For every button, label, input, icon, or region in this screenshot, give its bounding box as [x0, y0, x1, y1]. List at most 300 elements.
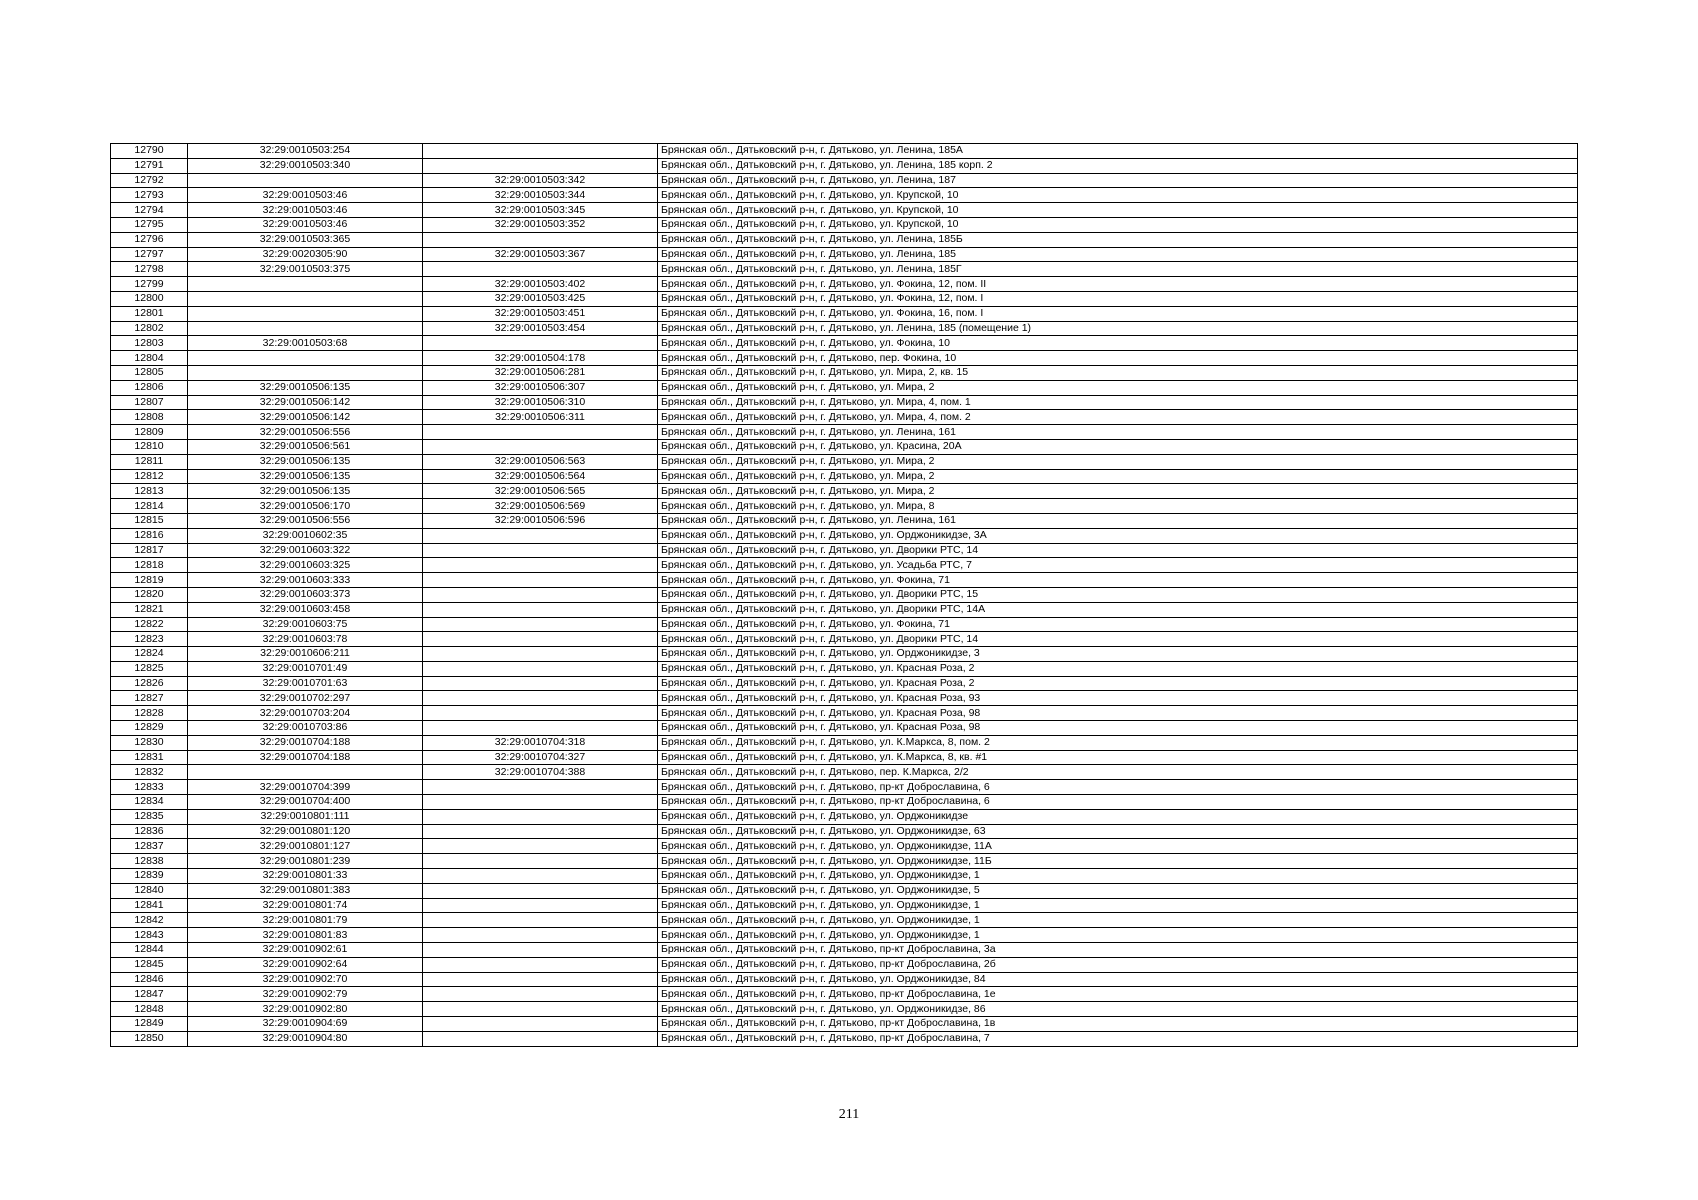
address-cell: Брянская обл., Дятьковский р-н, г. Дятьково, ул. Фокина, 71 [658, 573, 1578, 588]
address-cell: Брянская обл., Дятьковский р-н, г. Дятьково, ул. Фокина, 12, пом. I [658, 291, 1578, 306]
table-row [111, 291, 1578, 306]
cadastral-number-cell: 32:29:0010801:111 [188, 809, 423, 824]
cadastral-number-cell: 32:29:0010506:556 [188, 425, 423, 440]
table-row [111, 499, 1578, 514]
row-number-cell: 12834 [111, 795, 188, 810]
row-number-cell: 12843 [111, 928, 188, 943]
object-number-cell [423, 602, 658, 617]
table-row [111, 795, 1578, 810]
row-number-cell: 12835 [111, 809, 188, 824]
address-cell: Брянская обл., Дятьковский р-н, г. Дятьково, ул. Мира, 2 [658, 484, 1578, 499]
table-row [111, 928, 1578, 943]
address-cell: Брянская обл., Дятьковский р-н, г. Дятьково, ул. Орджоникидзе, 1 [658, 913, 1578, 928]
row-number-cell: 12844 [111, 943, 188, 958]
address-cell: Брянская обл., Дятьковский р-н, г. Дятьково, ул. Мира, 8 [658, 499, 1578, 514]
table-row [111, 913, 1578, 928]
object-number-cell: 32:29:0010506:596 [423, 513, 658, 528]
cadastral-number-cell: 32:29:0010801:239 [188, 854, 423, 869]
cadastral-number-cell: 32:29:0010704:188 [188, 735, 423, 750]
object-number-cell [423, 839, 658, 854]
table-row [111, 217, 1578, 232]
cadastral-number-cell: 32:29:0010506:561 [188, 439, 423, 454]
object-number-cell [423, 943, 658, 958]
cadastral-number-cell: 32:29:0010902:80 [188, 1002, 423, 1017]
row-number-cell: 12826 [111, 676, 188, 691]
object-number-cell: 32:29:0010506:281 [423, 365, 658, 380]
address-cell: Брянская обл., Дятьковский р-н, г. Дятьково, ул. Мира, 2, кв. 15 [658, 365, 1578, 380]
table-row [111, 1031, 1578, 1046]
table-row [111, 321, 1578, 336]
table-row [111, 883, 1578, 898]
object-number-cell [423, 558, 658, 573]
cadastral-number-cell: 32:29:0010704:399 [188, 780, 423, 795]
row-number-cell: 12830 [111, 735, 188, 750]
cadastral-number-cell: 32:29:0010703:86 [188, 721, 423, 736]
table-row [111, 750, 1578, 765]
address-cell: Брянская обл., Дятьковский р-н, г. Дятьково, ул. Ленина, 185Г [658, 262, 1578, 277]
address-cell: Брянская обл., Дятьковский р-н, г. Дятьково, ул. Ленина, 185А [658, 144, 1578, 159]
table-row [111, 277, 1578, 292]
object-number-cell [423, 928, 658, 943]
row-number-cell: 12805 [111, 365, 188, 380]
object-number-cell [423, 528, 658, 543]
row-number-cell: 12791 [111, 158, 188, 173]
address-cell: Брянская обл., Дятьковский р-н, г. Дятьково, пр-кт Доброславина, 7 [658, 1031, 1578, 1046]
cadastral-number-cell: 32:29:0010506:135 [188, 469, 423, 484]
table-row [111, 425, 1578, 440]
cadastral-number-cell [188, 365, 423, 380]
address-cell: Брянская обл., Дятьковский р-н, г. Дятьково, ул. Орджоникидзе, 3 [658, 647, 1578, 662]
address-cell: Брянская обл., Дятьковский р-н, г. Дятьково, ул. Красная Роза, 2 [658, 661, 1578, 676]
cadastral-number-cell: 32:29:0010603:333 [188, 573, 423, 588]
row-number-cell: 12827 [111, 691, 188, 706]
row-number-cell: 12828 [111, 706, 188, 721]
table-row [111, 972, 1578, 987]
page-number: 211 [838, 1107, 860, 1122]
cadastral-number-cell: 32:29:0010503:375 [188, 262, 423, 277]
cadastral-number-cell: 32:29:0010603:75 [188, 617, 423, 632]
object-number-cell [423, 158, 658, 173]
object-number-cell [423, 262, 658, 277]
address-cell: Брянская обл., Дятьковский р-н, г. Дятьково, ул. Ленина, 185 корп. 2 [658, 158, 1578, 173]
row-number-cell: 12842 [111, 913, 188, 928]
cadastral-number-cell: 32:29:0010801:127 [188, 839, 423, 854]
address-cell: Брянская обл., Дятьковский р-н, г. Дятьково, ул. Орджоникидзе, 5 [658, 883, 1578, 898]
row-number-cell: 12833 [111, 780, 188, 795]
object-number-cell: 32:29:0010503:425 [423, 291, 658, 306]
row-number-cell: 12800 [111, 291, 188, 306]
cadastral-number-cell: 32:29:0010506:170 [188, 499, 423, 514]
address-cell: Брянская обл., Дятьковский р-н, г. Дятьково, ул. Ленина, 161 [658, 425, 1578, 440]
object-number-cell [423, 898, 658, 913]
object-number-cell: 32:29:0010503:402 [423, 277, 658, 292]
row-number-cell: 12809 [111, 425, 188, 440]
registry-table [110, 143, 1578, 1047]
row-number-cell: 12802 [111, 321, 188, 336]
cadastral-number-cell: 32:29:0010503:365 [188, 232, 423, 247]
row-number-cell: 12832 [111, 765, 188, 780]
object-number-cell [423, 1017, 658, 1032]
cadastral-number-cell: 32:29:0010506:135 [188, 380, 423, 395]
table-row [111, 469, 1578, 484]
cadastral-number-cell: 32:29:0010801:74 [188, 898, 423, 913]
object-number-cell [423, 869, 658, 884]
object-number-cell [423, 987, 658, 1002]
table-row [111, 439, 1578, 454]
cadastral-number-cell: 32:29:0010602:35 [188, 528, 423, 543]
object-number-cell [423, 913, 658, 928]
object-number-cell: 32:29:0010503:352 [423, 217, 658, 232]
address-cell: Брянская обл., Дятьковский р-н, г. Дятьково, ул. Красная Роза, 93 [658, 691, 1578, 706]
address-cell: Брянская обл., Дятьковский р-н, г. Дятьково, ул. К.Маркса, 8, пом. 2 [658, 735, 1578, 750]
object-number-cell: 32:29:0010504:178 [423, 351, 658, 366]
cadastral-number-cell: 32:29:0010704:400 [188, 795, 423, 810]
object-number-cell [423, 232, 658, 247]
address-cell: Брянская обл., Дятьковский р-н, г. Дятьково, пр-кт Доброславина, 1в [658, 1017, 1578, 1032]
object-number-cell [423, 1002, 658, 1017]
cadastral-number-cell: 32:29:0010801:383 [188, 883, 423, 898]
cadastral-number-cell: 32:29:0010704:188 [188, 750, 423, 765]
cadastral-number-cell: 32:29:0010801:120 [188, 824, 423, 839]
address-cell: Брянская обл., Дятьковский р-н, г. Дятьково, ул. Дворики РТС, 14А [658, 602, 1578, 617]
object-number-cell [423, 809, 658, 824]
row-number-cell: 12825 [111, 661, 188, 676]
row-number-cell: 12847 [111, 987, 188, 1002]
object-number-cell [423, 617, 658, 632]
table-row [111, 306, 1578, 321]
address-cell: Брянская обл., Дятьковский р-н, г. Дятьково, пр-кт Доброславина, 1е [658, 987, 1578, 1002]
row-number-cell: 12797 [111, 247, 188, 262]
address-cell: Брянская обл., Дятьковский р-н, г. Дятьково, ул. Фокина, 12, пом. II [658, 277, 1578, 292]
row-number-cell: 12793 [111, 188, 188, 203]
row-number-cell: 12848 [111, 1002, 188, 1017]
object-number-cell [423, 661, 658, 676]
cadastral-number-cell [188, 765, 423, 780]
cadastral-number-cell: 32:29:0010506:556 [188, 513, 423, 528]
object-number-cell: 32:29:0010704:318 [423, 735, 658, 750]
address-cell: Брянская обл., Дятьковский р-н, г. Дятьково, ул. Орджоникидзе, 84 [658, 972, 1578, 987]
row-number-cell: 12811 [111, 454, 188, 469]
table-row [111, 543, 1578, 558]
row-number-cell: 12846 [111, 972, 188, 987]
row-number-cell: 12819 [111, 573, 188, 588]
table-row [111, 943, 1578, 958]
row-number-cell: 12804 [111, 351, 188, 366]
cadastral-number-cell: 32:29:0010701:49 [188, 661, 423, 676]
cadastral-number-cell: 32:29:0010503:46 [188, 217, 423, 232]
table-row [111, 573, 1578, 588]
table-row [111, 1002, 1578, 1017]
table-row [111, 247, 1578, 262]
cadastral-number-cell: 32:29:0010506:142 [188, 410, 423, 425]
cadastral-number-cell [188, 351, 423, 366]
row-number-cell: 12808 [111, 410, 188, 425]
object-number-cell [423, 144, 658, 159]
object-number-cell [423, 957, 658, 972]
table-row [111, 232, 1578, 247]
object-number-cell [423, 706, 658, 721]
cadastral-number-cell: 32:29:0010902:61 [188, 943, 423, 958]
object-number-cell [423, 676, 658, 691]
cadastral-number-cell: 32:29:0010603:78 [188, 632, 423, 647]
table-row [111, 365, 1578, 380]
address-cell: Брянская обл., Дятьковский р-н, г. Дятьково, пр-кт Доброславина, 6 [658, 795, 1578, 810]
address-cell: Брянская обл., Дятьковский р-н, г. Дятьково, ул. Ленина, 185 (помещение 1) [658, 321, 1578, 336]
cadastral-number-cell: 32:29:0020305:90 [188, 247, 423, 262]
row-number-cell: 12821 [111, 602, 188, 617]
table-row [111, 765, 1578, 780]
object-number-cell [423, 824, 658, 839]
object-number-cell: 32:29:0010506:311 [423, 410, 658, 425]
object-number-cell [423, 632, 658, 647]
cadastral-number-cell: 32:29:0010902:70 [188, 972, 423, 987]
table-row [111, 647, 1578, 662]
object-number-cell [423, 573, 658, 588]
row-number-cell: 12836 [111, 824, 188, 839]
object-number-cell: 32:29:0010503:367 [423, 247, 658, 262]
table-row [111, 188, 1578, 203]
address-cell: Брянская обл., Дятьковский р-н, г. Дятьково, ул. Ленина, 185 [658, 247, 1578, 262]
address-cell: Брянская обл., Дятьковский р-н, г. Дятьково, ул. Ленина, 161 [658, 513, 1578, 528]
address-cell: Брянская обл., Дятьковский р-н, г. Дятьково, ул. Мира, 2 [658, 380, 1578, 395]
row-number-cell: 12816 [111, 528, 188, 543]
address-cell: Брянская обл., Дятьковский р-н, г. Дятьково, ул. Крупской, 10 [658, 203, 1578, 218]
address-cell: Брянская обл., Дятьковский р-н, г. Дятьково, ул. Мира, 4, пом. 1 [658, 395, 1578, 410]
address-cell: Брянская обл., Дятьковский р-н, г. Дятьково, ул. Дворики РТС, 15 [658, 587, 1578, 602]
object-number-cell [423, 425, 658, 440]
cadastral-number-cell: 32:29:0010603:373 [188, 587, 423, 602]
table-row [111, 173, 1578, 188]
address-cell: Брянская обл., Дятьковский р-н, г. Дятьково, ул. Мира, 4, пом. 2 [658, 410, 1578, 425]
address-cell: Брянская обл., Дятьковский р-н, г. Дятьково, ул. Ленина, 187 [658, 173, 1578, 188]
cadastral-number-cell: 32:29:0010503:46 [188, 203, 423, 218]
object-number-cell: 32:29:0010503:345 [423, 203, 658, 218]
cadastral-number-cell: 32:29:0010606:211 [188, 647, 423, 662]
object-number-cell: 32:29:0010704:388 [423, 765, 658, 780]
cadastral-number-cell: 32:29:0010904:80 [188, 1031, 423, 1046]
row-number-cell: 12815 [111, 513, 188, 528]
table-row [111, 854, 1578, 869]
row-number-cell: 12823 [111, 632, 188, 647]
address-cell: Брянская обл., Дятьковский р-н, г. Дятьково, ул. Орджоникидзе, 86 [658, 1002, 1578, 1017]
row-number-cell: 12841 [111, 898, 188, 913]
cadastral-number-cell: 32:29:0010503:46 [188, 188, 423, 203]
table-row [111, 336, 1578, 351]
cadastral-number-cell: 32:29:0010503:254 [188, 144, 423, 159]
row-number-cell: 12813 [111, 484, 188, 499]
object-number-cell [423, 854, 658, 869]
object-number-cell [423, 972, 658, 987]
cadastral-number-cell: 32:29:0010506:135 [188, 454, 423, 469]
row-number-cell: 12812 [111, 469, 188, 484]
table-row [111, 824, 1578, 839]
cadastral-number-cell: 32:29:0010902:79 [188, 987, 423, 1002]
cadastral-number-cell: 32:29:0010801:33 [188, 869, 423, 884]
object-number-cell: 32:29:0010506:565 [423, 484, 658, 499]
address-cell: Брянская обл., Дятьковский р-н, г. Дятьково, ул. К.Маркса, 8, кв. #1 [658, 750, 1578, 765]
cadastral-number-cell: 32:29:0010603:325 [188, 558, 423, 573]
cadastral-number-cell: 32:29:0010702:297 [188, 691, 423, 706]
address-cell: Брянская обл., Дятьковский р-н, г. Дятьково, ул. Мира, 2 [658, 454, 1578, 469]
row-number-cell: 12794 [111, 203, 188, 218]
object-number-cell [423, 1031, 658, 1046]
object-number-cell: 32:29:0010503:344 [423, 188, 658, 203]
object-number-cell: 32:29:0010506:564 [423, 469, 658, 484]
row-number-cell: 12799 [111, 277, 188, 292]
cadastral-number-cell: 32:29:0010603:322 [188, 543, 423, 558]
object-number-cell: 32:29:0010506:569 [423, 499, 658, 514]
object-number-cell: 32:29:0010506:310 [423, 395, 658, 410]
row-number-cell: 12790 [111, 144, 188, 159]
table-row [111, 602, 1578, 617]
object-number-cell [423, 691, 658, 706]
object-number-cell [423, 883, 658, 898]
address-cell: Брянская обл., Дятьковский р-н, г. Дятьково, ул. Орджоникидзе, 1 [658, 869, 1578, 884]
row-number-cell: 12824 [111, 647, 188, 662]
address-cell: Брянская обл., Дятьковский р-н, г. Дятьково, ул. Фокина, 71 [658, 617, 1578, 632]
row-number-cell: 12818 [111, 558, 188, 573]
address-cell: Брянская обл., Дятьковский р-н, г. Дятьково, ул. Фокина, 16, пом. I [658, 306, 1578, 321]
address-cell: Брянская обл., Дятьковский р-н, г. Дятьково, ул. Ленина, 185Б [658, 232, 1578, 247]
table-row [111, 528, 1578, 543]
address-cell: Брянская обл., Дятьковский р-н, г. Дятьково, ул. Красная Роза, 2 [658, 676, 1578, 691]
table-row [111, 454, 1578, 469]
table-row [111, 676, 1578, 691]
cadastral-number-cell [188, 277, 423, 292]
cadastral-number-cell: 32:29:0010801:79 [188, 913, 423, 928]
table-row [111, 617, 1578, 632]
object-number-cell: 32:29:0010704:327 [423, 750, 658, 765]
address-cell: Брянская обл., Дятьковский р-н, г. Дятьково, ул. Усадьба РТС, 7 [658, 558, 1578, 573]
address-cell: Брянская обл., Дятьковский р-н, г. Дятьково, пер. К.Маркса, 2/2 [658, 765, 1578, 780]
table-row [111, 203, 1578, 218]
row-number-cell: 12849 [111, 1017, 188, 1032]
table-row [111, 513, 1578, 528]
cadastral-number-cell [188, 291, 423, 306]
registry-table-body [111, 144, 1578, 1047]
cadastral-number-cell [188, 173, 423, 188]
object-number-cell [423, 780, 658, 795]
address-cell: Брянская обл., Дятьковский р-н, г. Дятьково, ул. Орджоникидзе, 3А [658, 528, 1578, 543]
table-row [111, 661, 1578, 676]
address-cell: Брянская обл., Дятьковский р-н, г. Дятьково, ул. Фокина, 10 [658, 336, 1578, 351]
table-row [111, 809, 1578, 824]
address-cell: Брянская обл., Дятьковский р-н, г. Дятьково, ул. Орджоникидзе, 63 [658, 824, 1578, 839]
row-number-cell: 12820 [111, 587, 188, 602]
address-cell: Брянская обл., Дятьковский р-н, г. Дятьково, ул. Дворики РТС, 14 [658, 632, 1578, 647]
row-number-cell: 12807 [111, 395, 188, 410]
object-number-cell [423, 795, 658, 810]
table-row [111, 395, 1578, 410]
row-number-cell: 12803 [111, 336, 188, 351]
object-number-cell: 32:29:0010503:451 [423, 306, 658, 321]
object-number-cell [423, 647, 658, 662]
object-number-cell [423, 439, 658, 454]
address-cell: Брянская обл., Дятьковский р-н, г. Дятьково, пр-кт Доброславина, 6 [658, 780, 1578, 795]
table-row [111, 706, 1578, 721]
address-cell: Брянская обл., Дятьковский р-н, г. Дятьково, ул. Красная Роза, 98 [658, 721, 1578, 736]
row-number-cell: 12850 [111, 1031, 188, 1046]
row-number-cell: 12829 [111, 721, 188, 736]
table-row [111, 262, 1578, 277]
address-cell: Брянская обл., Дятьковский р-н, г. Дятьково, ул. Красина, 20А [658, 439, 1578, 454]
row-number-cell: 12814 [111, 499, 188, 514]
table-row [111, 144, 1578, 159]
row-number-cell: 12817 [111, 543, 188, 558]
row-number-cell: 12806 [111, 380, 188, 395]
object-number-cell: 32:29:0010503:342 [423, 173, 658, 188]
table-row [111, 691, 1578, 706]
row-number-cell: 12798 [111, 262, 188, 277]
cadastral-number-cell: 32:29:0010904:69 [188, 1017, 423, 1032]
address-cell: Брянская обл., Дятьковский р-н, г. Дятьково, пр-кт Доброславина, 3а [658, 943, 1578, 958]
object-number-cell [423, 543, 658, 558]
object-number-cell: 32:29:0010503:454 [423, 321, 658, 336]
cadastral-number-cell: 32:29:0010801:83 [188, 928, 423, 943]
cadastral-number-cell: 32:29:0010503:68 [188, 336, 423, 351]
row-number-cell: 12838 [111, 854, 188, 869]
cadastral-number-cell: 32:29:0010701:63 [188, 676, 423, 691]
row-number-cell: 12795 [111, 217, 188, 232]
row-number-cell: 12839 [111, 869, 188, 884]
cadastral-number-cell: 32:29:0010703:204 [188, 706, 423, 721]
object-number-cell: 32:29:0010506:307 [423, 380, 658, 395]
address-cell: Брянская обл., Дятьковский р-н, г. Дятьково, ул. Орджоникидзе, 11Б [658, 854, 1578, 869]
row-number-cell: 12845 [111, 957, 188, 972]
address-cell: Брянская обл., Дятьковский р-н, г. Дятьково, ул. Крупской, 10 [658, 188, 1578, 203]
cadastral-number-cell: 32:29:0010506:135 [188, 484, 423, 499]
cadastral-number-cell [188, 321, 423, 336]
table-row [111, 410, 1578, 425]
row-number-cell: 12792 [111, 173, 188, 188]
table-row [111, 869, 1578, 884]
row-number-cell: 12801 [111, 306, 188, 321]
object-number-cell [423, 336, 658, 351]
row-number-cell: 12810 [111, 439, 188, 454]
address-cell: Брянская обл., Дятьковский р-н, г. Дятьково, ул. Красная Роза, 98 [658, 706, 1578, 721]
table-row [111, 558, 1578, 573]
table-row [111, 721, 1578, 736]
address-cell: Брянская обл., Дятьковский р-н, г. Дятьково, ул. Орджоникидзе, 1 [658, 898, 1578, 913]
table-row [111, 957, 1578, 972]
row-number-cell: 12837 [111, 839, 188, 854]
table-row [111, 587, 1578, 602]
table-row [111, 351, 1578, 366]
address-cell: Брянская обл., Дятьковский р-н, г. Дятьково, ул. Мира, 2 [658, 469, 1578, 484]
table-row [111, 987, 1578, 1002]
table-row [111, 898, 1578, 913]
cadastral-number-cell: 32:29:0010902:64 [188, 957, 423, 972]
address-cell: Брянская обл., Дятьковский р-н, г. Дятьково, ул. Дворики РТС, 14 [658, 543, 1578, 558]
table-row [111, 158, 1578, 173]
address-cell: Брянская обл., Дятьковский р-н, г. Дятьково, ул. Орджоникидзе, 11А [658, 839, 1578, 854]
object-number-cell [423, 721, 658, 736]
object-number-cell [423, 587, 658, 602]
address-cell: Брянская обл., Дятьковский р-н, г. Дятьково, ул. Орджоникидзе [658, 809, 1578, 824]
cadastral-number-cell: 32:29:0010603:458 [188, 602, 423, 617]
table-row [111, 380, 1578, 395]
row-number-cell: 12831 [111, 750, 188, 765]
address-cell: Брянская обл., Дятьковский р-н, г. Дятьково, пер. Фокина, 10 [658, 351, 1578, 366]
table-row [111, 839, 1578, 854]
address-cell: Брянская обл., Дятьковский р-н, г. Дятьково, ул. Орджоникидзе, 1 [658, 928, 1578, 943]
table-row [111, 484, 1578, 499]
cadastral-number-cell: 32:29:0010503:340 [188, 158, 423, 173]
table-row [111, 735, 1578, 750]
row-number-cell: 12840 [111, 883, 188, 898]
row-number-cell: 12822 [111, 617, 188, 632]
table-row [111, 1017, 1578, 1032]
